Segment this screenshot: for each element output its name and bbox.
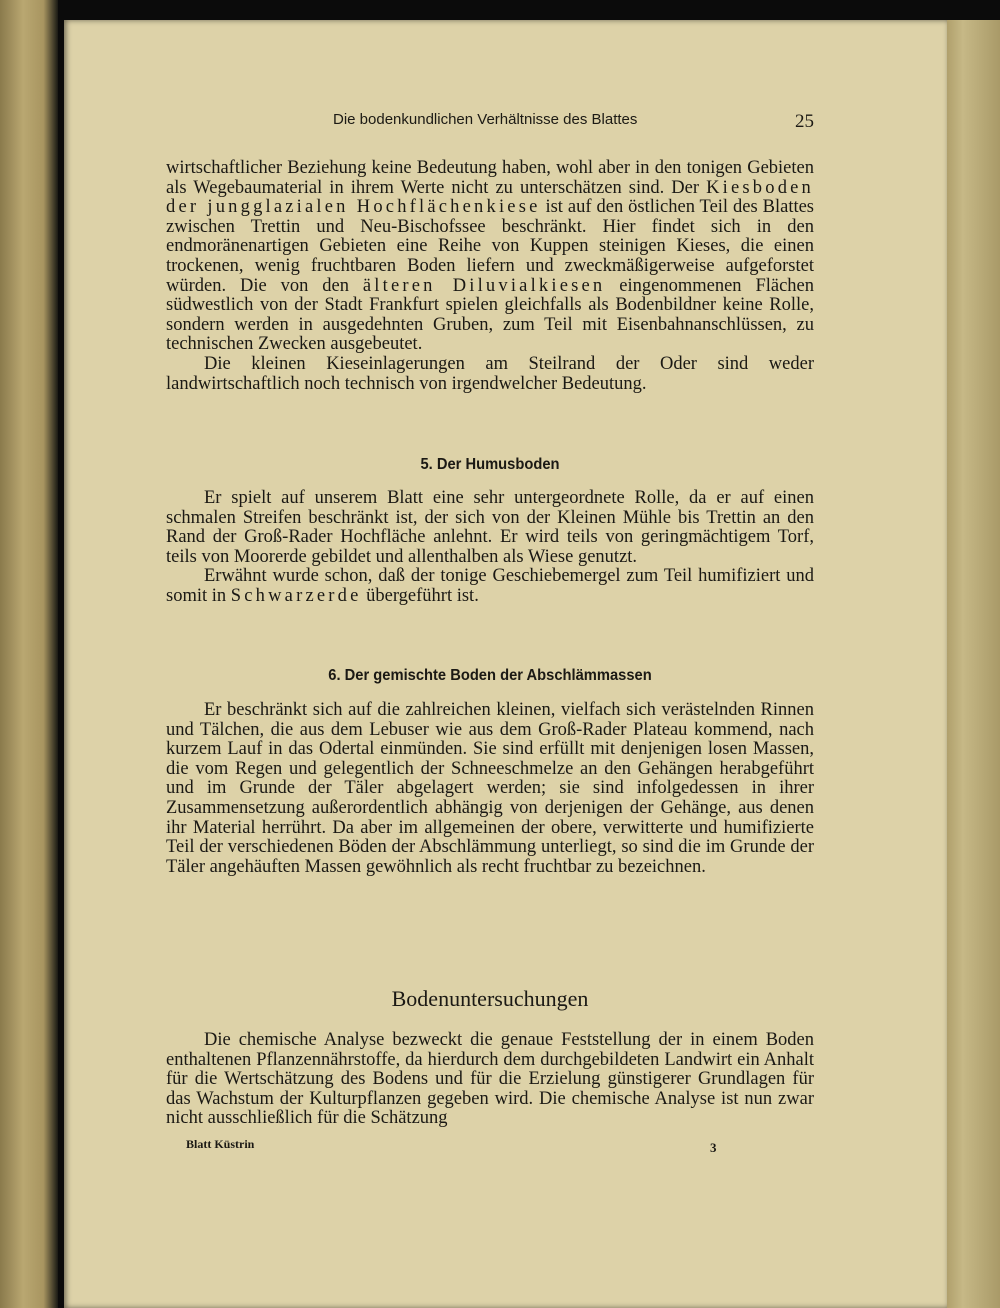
emphasis-spaced: Kiesboden der jungglazialen Hochflächenkiese <box>166 177 814 218</box>
section-bodenuntersuchungen <box>166 1031 814 1129</box>
section-heading-bodenuntersuchungen: Bodenuntersuchungen <box>391 986 589 1011</box>
paragraph-text: wirtschaftlicher Beziehung keine Bedeutung haben, wohl aber in den tonigen Gebieten als Wegebaumaterial in ihrem Werte nicht zu unterschätzen sind. Der <box>166 158 814 198</box>
paragraph-kieseinlagerungen: Die kleinen Kieseinlagerungen am Steilrand der Oder sind weder landwirtschaftlich noch technisch von irgendwelcher Bedeutung. <box>166 353 814 394</box>
paragraph-humusboden: Er spielt auf unserem Blatt eine sehr untergeordnete Rolle, da er auf einen schmalen Streifen beschränkt ist, der sich von der Kleinen Mühle bis Trettin an den Rand der Groß-Rader Hochfläche anlehnt. Er wird teils von geringmächtigem Torf, teils von Moorerde gebildet und allenthalben als Wiese genutzt. <box>166 488 814 567</box>
paragraph-chemische-analyse: Die chemische Analyse bezweckt die genaue Feststellung der in einem Boden enthaltenen Pflanzennährstoffe, da hierdurch dem durchgebildeten Landwirt ein Anhalt für die Wertschätzung des Bodens und für die Erzielung günstigerer Grundlagen für das Wachstum der Kulturpflanzen gegeben wird. Die chemische Analyse ist nun zwar nicht ausschließlich für die Schätzung <box>166 1030 814 1129</box>
paragraph-kiesboden <box>166 159 814 394</box>
footer-sheet-number: 3 <box>710 1140 717 1155</box>
paragraph-schwarzerde: Erwähnt wurde schon, daß der tonige Geschiebemergel zum Teil humifiziert und somit in Schwarzerde übergeführt ist. <box>166 566 814 606</box>
left-binding-margin <box>0 0 58 1308</box>
page-edge <box>947 20 1000 1308</box>
footer-signature: Blatt Küstrin <box>186 1137 255 1151</box>
paragraph-text: eingenommenen Flächen südwestlich von der Stadt Frankfurt spielen gleichfalls als Bodenbildner keine Rolle, sondern werden in ausgedehnten Gruben, zum Teil mit Eisenbahnanschlüssen, zu technischen Zwecken ausgebeutet. <box>166 275 815 355</box>
section-abschlaemmassen <box>166 701 814 877</box>
section-humusboden <box>166 489 814 607</box>
section-heading-abschlaemmassen: 6. Der gemischte Boden der Abschlämmassen <box>328 667 652 684</box>
paragraph-abschlaemmassen: Er beschränkt sich auf die zahlreichen kleinen, vielfach sich verästelnden Rinnen und Tälchen, die aus dem Lebuser wie aus dem Groß-Rader Plateau kommend, nach kurzem Lauf in das Odertal einmünden. Sie sind erfüllt mit denjenigen losen Massen, die vom Regen und gelegentlich der Schneeschmelze an den Gehängen herabgeführt und im Grunde der Täler abgelagert werden; sie sind infolgedessen in ihrer Zusammensetzung außerordentlich abhängig von derjenigen der Gehänge, aus denen ihr Material herrührt. Da aber im allgemeinen der obere, verwitterte und humifizierte Teil der verschiedenen Böden der Abschlämmung unterliegt, so sind die im Grunde der Täler angehäuften Massen gewöhnlich als recht fruchtbar zu bezeichnen. <box>166 700 814 877</box>
section-heading-humusboden: 5. Der Humusboden <box>420 456 560 473</box>
page-number: 25 <box>795 111 814 132</box>
paragraph-text: ist auf den östlichen Teil des Blattes zwischen Trettin und Neu-Bischofssee beschränkt. Hier findet sich in den endmoränenartigen Gebieten eine Reihe von Kuppen steinigen Kieses, die einen trockenen, wenig fruchtbaren Boden liefern und zweckmäßigerweise aufgeforstet würden. Die von den <box>166 197 815 296</box>
emphasis-spaced: Schwarzerde <box>230 585 362 606</box>
emphasis-spaced: älteren Diluvialkiesen <box>362 275 606 296</box>
running-head-title: Die bodenkundlichen Verhältnisse des Blattes <box>333 111 638 128</box>
